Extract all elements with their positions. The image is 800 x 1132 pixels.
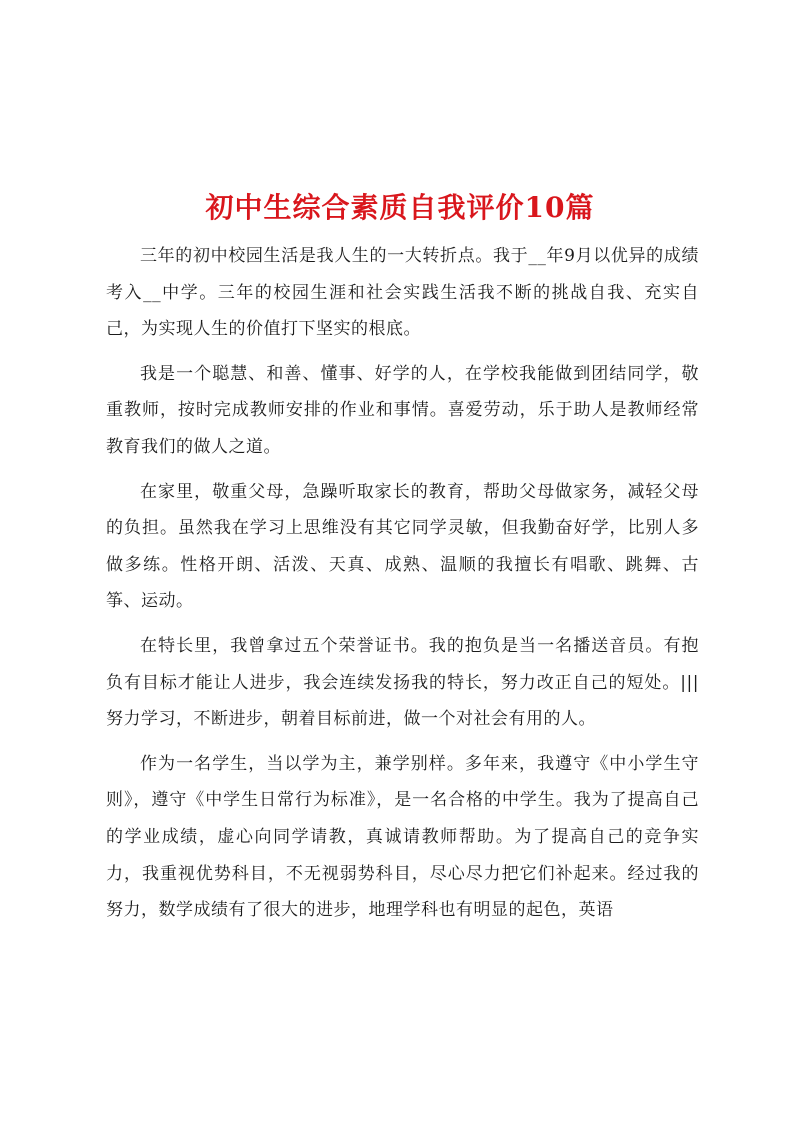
paragraph: 我是一个聪慧、和善、懂事、好学的人，在学校我能做到团结同学，敬重教师，按时完成教师安排的作业和事情。喜爱劳动，乐于助人是教师经常教育我们的做人之道。	[106, 363, 699, 457]
paragraph: 在特长里，我曾拿过五个荣誉证书。我的抱负是当一名播送音员。有抱负有目标才能让人进步，我会连续发扬我的特长，努力改正自己的短处。|||努力学习，不断进步，朝着目标前进，做一个对社会有用的人。	[106, 635, 699, 730]
paragraph: 在家里，敬重父母，急躁听取家长的教育，帮助父母做家务，减轻父母的负担。虽然我在学习上思维没有其它同学灵敏，但我勤奋好学，比别人多做多练。性格开朗、活泼、天真、成熟、温顺的我擅长有唱歌、跳舞、古筝、运动。	[106, 481, 699, 612]
document-title: 初中生综合素质自我评价10篇	[205, 190, 595, 224]
paragraph: 三年的初中校园生活是我人生的一大转折点。我于__年9月以优异的成绩考入__中学。三年的校园生涯和社会实践生活我不断的挑战自我、充实自己，为实现人生的价值打下坚实的根底。	[106, 246, 699, 340]
paragraph: 作为一名学生，当以学为主，兼学别样。多年来，我遵守《中小学生守则》，遵守《中学生日常行为标准》，是一名合格的中学生。我为了提高自己的学业成绩，虚心向同学请教，真诚请教师帮助。为了提高自己的竞争实力，我重视优势科目，不无视弱势科目，尽心尽力把它们补起来。经过我的努力，数学成绩有了很大的进步，地理学科也有明显的起色，英语	[106, 753, 699, 921]
document-body	[106, 238, 699, 929]
